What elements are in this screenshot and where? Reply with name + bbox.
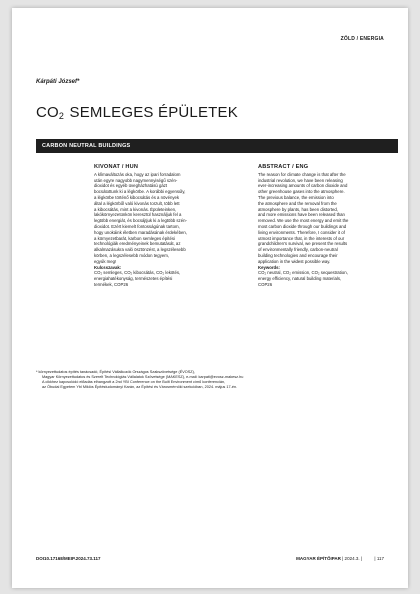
abstract-en-heading: ABSTRACT / ENG	[258, 164, 309, 170]
journal-issue: | 2024.3. |	[342, 556, 362, 561]
article-title	[36, 104, 238, 121]
abstract-hu-text: A klímaváltozás oka, hogy az ipari forradalom után egyre nagyobb nagymennyiségű szén- dioxidot és egyéb üvegházhatású gázt bocsátottunk ki a légkörbe. A korábbi egyensúly, a légkörbe történő kibocsátás és a növények által a légkörből való kivonás torzult, több lett a kibocsátás, mint a kivonás. Épületeinken, lakókörnyezetünkön keresztül használjuk fel a legtöbb energiát, és bocsájtjuk ki a legtöbb szén- dioxidot. Ezért kiemelt fontosságúnak tartom, hogy unokáink életben maradásának érdekében, a környezetbarát, karbon semleges építési technológiák eredményeinek bemutatását, az alkalmazásukra való ösztönzést, a legszélesebb körben, a legszélesebb módon tegyem, egyúk meg!	[94, 171, 187, 264]
abstract-hu-column	[94, 165, 244, 288]
footnote-conference: A cikkhez kapcsolódó előadás elhangzott a 2nd YBI Conference on the Built Environment című konferencián,	[42, 380, 226, 385]
english-title-bar: CARBON NEUTRAL BUILDINGS	[36, 139, 398, 153]
keywords-en-label: Keywords:	[258, 264, 280, 270]
keywords-hu-label: Kulcsszavak:	[94, 264, 122, 270]
title-co: CO	[36, 104, 59, 121]
author-name: Kárpáti József*	[36, 79, 80, 85]
page-number: | 117	[374, 556, 384, 561]
title-rest: SEMLEGES ÉPÜLETEK	[65, 104, 238, 121]
journal-name: MAGYAR ÉPÍTŐIPAR | 2024.3. |	[296, 556, 362, 561]
footnote-association: Magyar Környezettudatos és Szerelt Technológiás Vállalatok Szövetsége (MAKESZ), e-mail: karpati@evosz-makesz.hu	[42, 375, 244, 380]
footnote-affiliation: * környezettudatos építés tanácsadó, Építési Vállalkozók Országos Szakszövetsége (ÉVOSZ),	[36, 370, 195, 374]
title-subscript: 2	[58, 111, 65, 121]
paper-page	[12, 8, 408, 588]
keywords-hu-text: CO₂ semleges, CO₂ kibocsátás, CO₂ lekötés, energiahatékonyság, természetes építési termékek, COP26	[94, 270, 181, 287]
abstract-en-column	[258, 165, 408, 288]
doi-link[interactable]: DOI10.17168/MEIP.2024.73.117	[36, 556, 101, 561]
footnotes	[36, 370, 376, 390]
keywords-en-text: CO₂ neutral, CO₂ emission, CO₂ sequestration, energy efficiency, natural building materials, COP26	[258, 270, 348, 287]
abstract-hu-heading: KIVONAT / HUN	[94, 164, 139, 170]
footnote-venue: az Óbudai Egyetem Ybl Miklós Építéstudományi Karán, az Építési és Városmérnöki szekcióban, 2024. május 17-én.	[42, 385, 238, 390]
section-tag: ZÖLD / ENERGIA	[340, 36, 384, 42]
abstract-en-text: The reason for climate change is that after the industrial revolution, we have been releasing ever-increasing amounts of carbon dioxide and other greenhouse gases into the atmosphere. The previous balance, the emission into the atmosphere and the removal from the atmosphere by plants, has been distorted, and more emissions have been released than removed. We use the most energy and emit the most carbon dioxide through our buildings and living environments. Therefore, I consider it of utmost importance that, in the interests of our grandchildren's survival, we present the results of environmentally friendly, carbon-neutral building technologies and encourage their application in the widest possible way.	[258, 171, 349, 264]
